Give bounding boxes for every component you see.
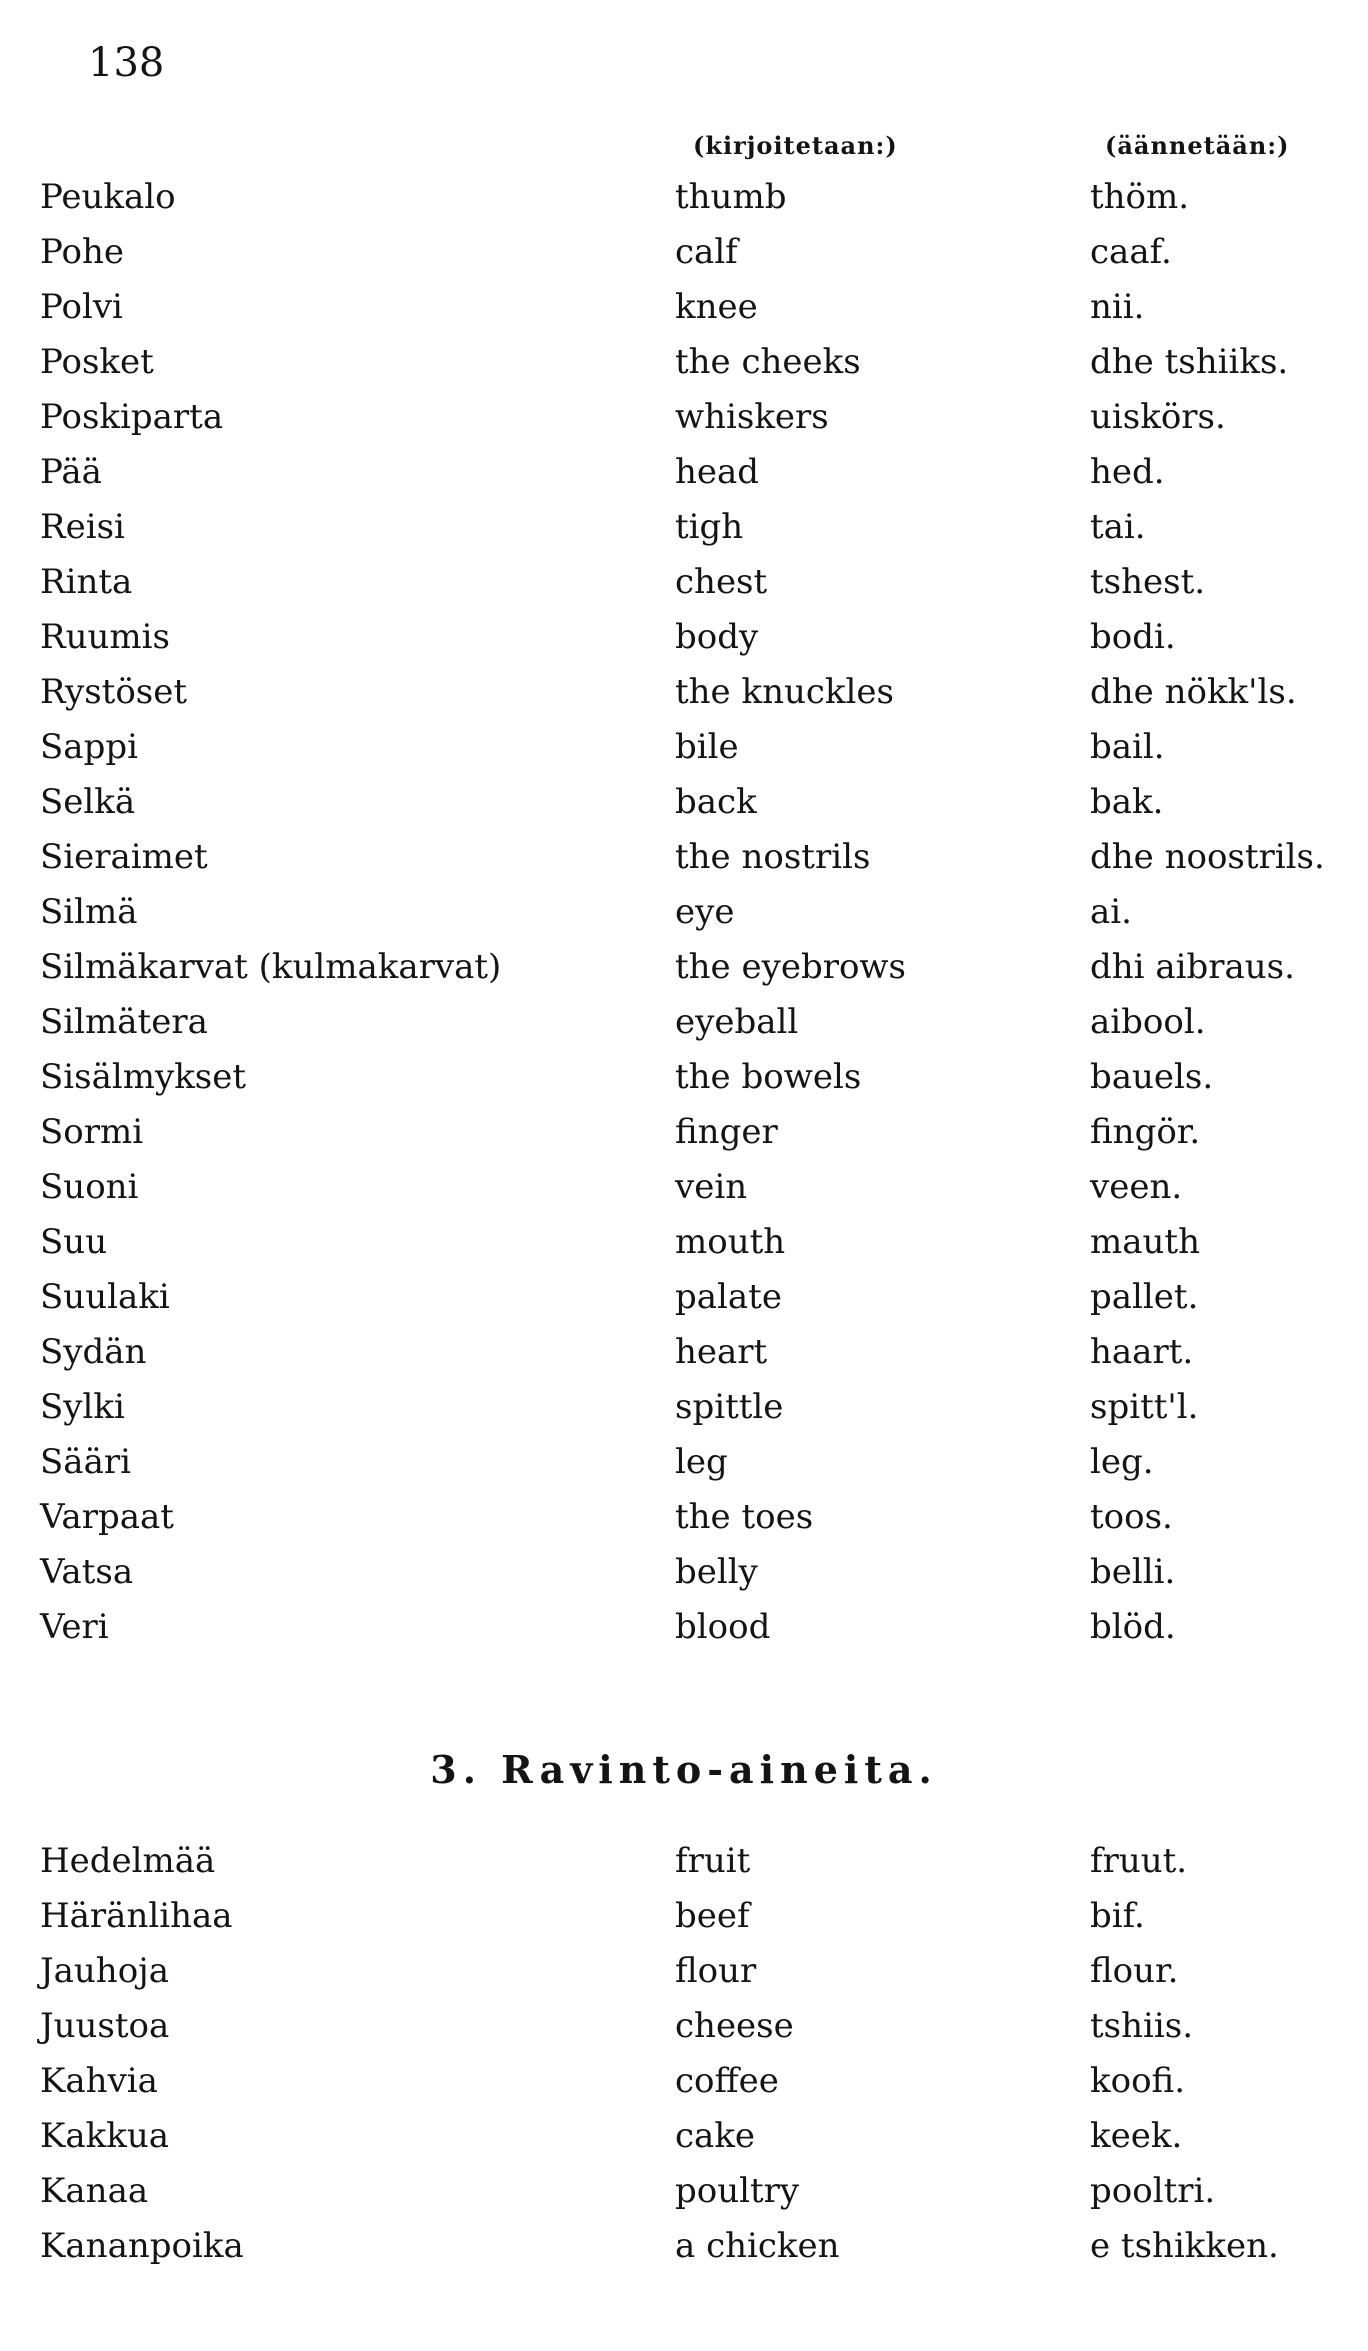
vocab-row [0, 830, 1368, 885]
vocab-row [0, 995, 1368, 1050]
english-word: thumb [675, 177, 787, 217]
english-word: spittle [675, 1387, 784, 1427]
english-word: head [675, 452, 760, 492]
vocab-row [0, 1944, 1368, 1999]
vocab-row [0, 555, 1368, 610]
pronunciation: haart. [1090, 1332, 1194, 1372]
english-word: the toes [675, 1497, 814, 1537]
english-word: calf [675, 232, 738, 272]
finnish-word: Vatsa [40, 1552, 134, 1592]
english-word: chest [675, 562, 768, 602]
vocab-row [0, 1889, 1368, 1944]
english-word: eyeball [675, 1002, 799, 1042]
english-word: vein [675, 1167, 748, 1207]
pronunciation: fruut. [1090, 1841, 1188, 1881]
pronunciation: toos. [1090, 1497, 1173, 1537]
pronunciation: flour. [1090, 1951, 1179, 1991]
vocabulary-list-foodstuffs [0, 1834, 1368, 2274]
vocab-row [0, 1490, 1368, 1545]
pronunciation: dhi aibraus. [1090, 947, 1295, 987]
vocab-row [0, 2219, 1368, 2274]
vocab-row [0, 1545, 1368, 1600]
finnish-word: Pää [40, 452, 102, 492]
vocab-row [0, 1380, 1368, 1435]
pronunciation: spitt'l. [1090, 1387, 1199, 1427]
english-word: cake [675, 2116, 756, 2156]
english-word: palate [675, 1277, 782, 1317]
english-word: beef [675, 1896, 750, 1936]
pronunciation: e tshikken. [1090, 2226, 1279, 2266]
finnish-word: Silmätera [40, 1002, 208, 1042]
finnish-word: Hedelmää [40, 1841, 216, 1881]
english-word: leg [675, 1442, 728, 1482]
finnish-word: Suu [40, 1222, 108, 1262]
finnish-word: Suoni [40, 1167, 139, 1207]
english-word: the cheeks [675, 342, 861, 382]
finnish-word: Häränlihaa [40, 1896, 233, 1936]
pronunciation: tai. [1090, 507, 1146, 547]
finnish-word: Sydän [40, 1332, 147, 1372]
english-word: the knuckles [675, 672, 894, 712]
pronunciation: veen. [1090, 1167, 1183, 1207]
pronunciation: bif. [1090, 1896, 1145, 1936]
vocab-row [0, 775, 1368, 830]
vocab-row [0, 1160, 1368, 1215]
section-title: 3. Ravinto-aineita. [430, 1747, 938, 1792]
vocab-row [0, 1435, 1368, 1490]
finnish-word: Suulaki [40, 1277, 170, 1317]
pronunciation: ai. [1090, 892, 1132, 932]
vocab-row [0, 2164, 1368, 2219]
vocab-row [0, 885, 1368, 940]
finnish-word: Pohe [40, 232, 124, 272]
vocab-row [0, 500, 1368, 555]
finnish-word: Posket [40, 342, 154, 382]
vocab-row [0, 390, 1368, 445]
pronunciation: uiskörs. [1090, 397, 1226, 437]
pronunciation: fingör. [1090, 1112, 1201, 1152]
vocab-row [0, 610, 1368, 665]
pronunciation: mauth [1090, 1222, 1200, 1262]
vocabulary-list-body-parts [0, 170, 1368, 1655]
finnish-word: Sormi [40, 1112, 144, 1152]
pronunciation: dhe tshiiks. [1090, 342, 1289, 382]
english-word: mouth [675, 1222, 786, 1262]
pronunciation: tshiis. [1090, 2006, 1194, 2046]
finnish-word: Kananpoika [40, 2226, 244, 2266]
pronunciation: leg. [1090, 1442, 1154, 1482]
finnish-word: Selkä [40, 782, 136, 822]
vocab-row [0, 2054, 1368, 2109]
finnish-word: Sisälmykset [40, 1057, 247, 1097]
english-word: knee [675, 287, 758, 327]
pronunciation: keek. [1090, 2116, 1183, 2156]
english-word: tigh [675, 507, 744, 547]
vocab-row [0, 1999, 1368, 2054]
finnish-word: Varpaat [40, 1497, 174, 1537]
pronunciation: koofi. [1090, 2061, 1186, 2101]
finnish-word: Rinta [40, 562, 133, 602]
english-word: heart [675, 1332, 768, 1372]
english-word: whiskers [675, 397, 829, 437]
column-header-pronounced: (äännetään:) [1105, 131, 1290, 160]
vocab-row [0, 280, 1368, 335]
english-word: back [675, 782, 757, 822]
finnish-word: Kanaa [40, 2171, 149, 2211]
pronunciation: pallet. [1090, 1277, 1199, 1317]
vocab-row [0, 1600, 1368, 1655]
vocab-row [0, 1050, 1368, 1105]
finnish-word: Peukalo [40, 177, 176, 217]
finnish-word: Sääri [40, 1442, 131, 1482]
pronunciation: thöm. [1090, 177, 1190, 217]
english-word: body [675, 617, 759, 657]
finnish-word: Kakkua [40, 2116, 170, 2156]
pronunciation: bail. [1090, 727, 1165, 767]
pronunciation: pooltri. [1090, 2171, 1216, 2211]
vocab-row [0, 940, 1368, 995]
pronunciation: dhe nökk'ls. [1090, 672, 1297, 712]
finnish-word: Veri [40, 1607, 109, 1647]
pronunciation: dhe noostrils. [1090, 837, 1325, 877]
english-word: blood [675, 1607, 771, 1647]
vocab-row [0, 445, 1368, 500]
english-word: flour [675, 1951, 757, 1991]
column-header-written: (kirjoitetaan:) [693, 131, 898, 160]
vocab-row [0, 1270, 1368, 1325]
pronunciation: aibool. [1090, 1002, 1206, 1042]
pronunciation: tshest. [1090, 562, 1206, 602]
vocab-row [0, 170, 1368, 225]
vocab-row [0, 1834, 1368, 1889]
finnish-word: Kahvia [40, 2061, 158, 2101]
pronunciation: bak. [1090, 782, 1164, 822]
finnish-word: Sappi [40, 727, 138, 767]
vocab-row [0, 1325, 1368, 1380]
finnish-word: Sieraimet [40, 837, 208, 877]
vocab-row [0, 665, 1368, 720]
vocab-row [0, 225, 1368, 280]
english-word: coffee [675, 2061, 779, 2101]
pronunciation: bodi. [1090, 617, 1176, 657]
english-word: poultry [675, 2171, 800, 2211]
english-word: a chicken [675, 2226, 840, 2266]
english-word: bile [675, 727, 739, 767]
finnish-word: Jauhoja [40, 1951, 169, 1991]
pronunciation: hed. [1090, 452, 1165, 492]
english-word: the eyebrows [675, 947, 906, 987]
vocab-row [0, 335, 1368, 390]
pronunciation: caaf. [1090, 232, 1172, 272]
english-word: belly [675, 1552, 758, 1592]
finnish-word: Silmä [40, 892, 138, 932]
finnish-word: Rystöset [40, 672, 188, 712]
vocab-row [0, 1105, 1368, 1160]
english-word: fruit [675, 1841, 751, 1881]
english-word: the nostrils [675, 837, 871, 877]
vocab-row [0, 1215, 1368, 1270]
finnish-word: Ruumis [40, 617, 170, 657]
pronunciation: nii. [1090, 287, 1145, 327]
finnish-word: Silmäkarvat (kulmakarvat) [40, 947, 502, 987]
finnish-word: Reisi [40, 507, 125, 547]
finnish-word: Juustoa [40, 2006, 170, 2046]
pronunciation: bauels. [1090, 1057, 1214, 1097]
finnish-word: Poskiparta [40, 397, 224, 437]
finnish-word: Polvi [40, 287, 123, 327]
pronunciation: blöd. [1090, 1607, 1176, 1647]
page-number: 138 [88, 40, 165, 86]
vocab-row [0, 720, 1368, 775]
english-word: eye [675, 892, 735, 932]
vocab-row [0, 2109, 1368, 2164]
finnish-word: Sylki [40, 1387, 125, 1427]
english-word: finger [675, 1112, 778, 1152]
english-word: cheese [675, 2006, 794, 2046]
pronunciation: belli. [1090, 1552, 1176, 1592]
english-word: the bowels [675, 1057, 862, 1097]
